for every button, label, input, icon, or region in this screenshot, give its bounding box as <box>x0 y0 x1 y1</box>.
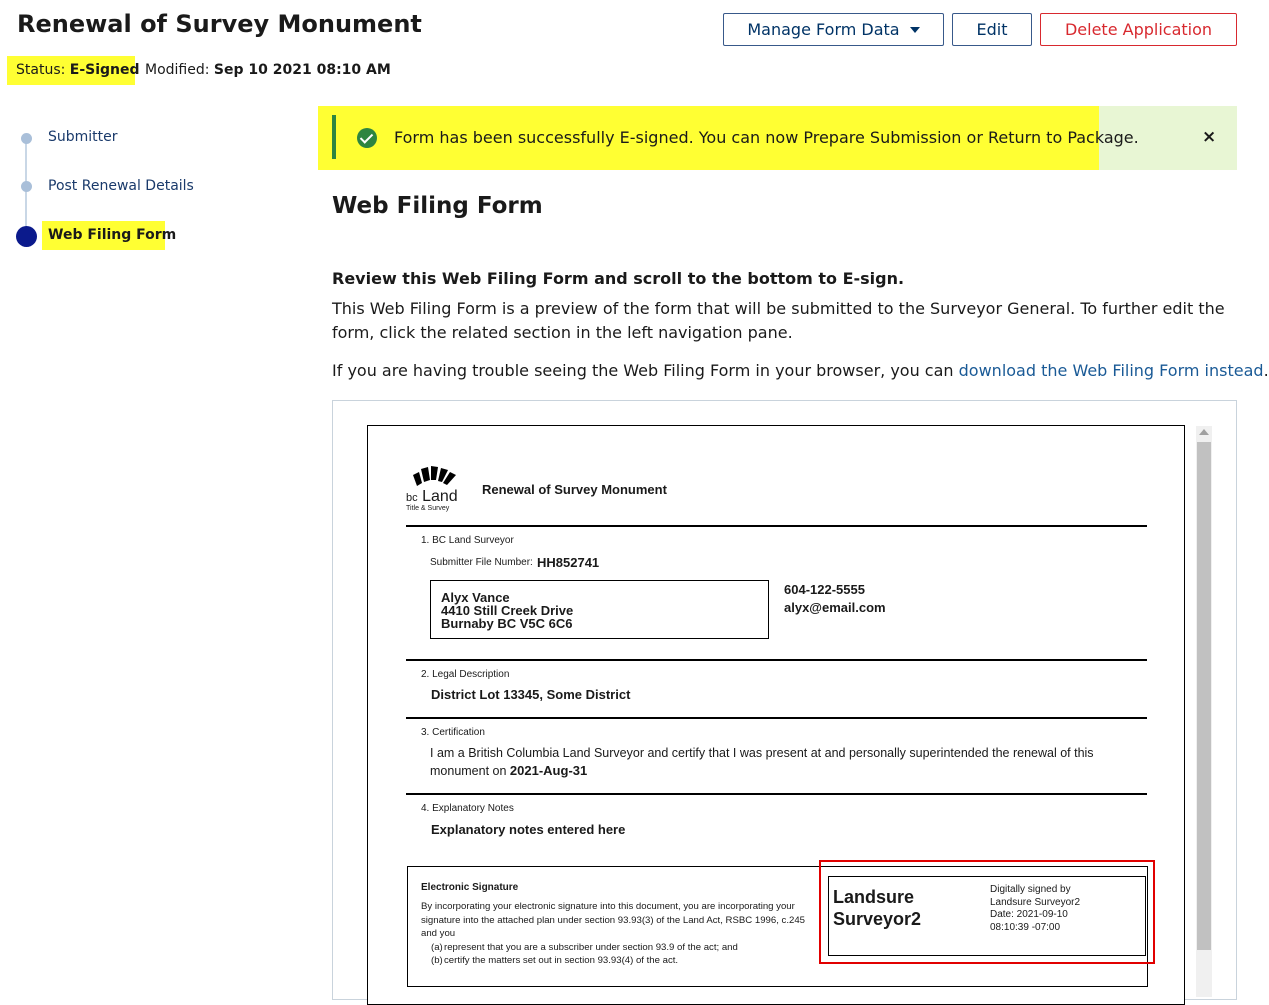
check-circle-icon <box>357 128 377 148</box>
step-dot-web-filing-form <box>16 226 37 247</box>
logo-wordmark <box>406 488 458 506</box>
chevron-down-icon <box>910 27 920 33</box>
file-number-value: HH852741 <box>537 555 600 570</box>
esig-item-b-marker: (b) <box>431 955 443 966</box>
section-2-label: 2. Legal Description <box>421 669 510 680</box>
signature-detail-line-4: 08:10:39 -07:00 <box>990 921 1061 933</box>
step-web-filing-form[interactable]: Web Filing Form <box>42 221 165 250</box>
legal-description-value: District Lot 13345, Some District <box>431 687 631 702</box>
section-title: Web Filing Form <box>332 193 543 219</box>
step-submitter[interactable]: Submitter <box>48 129 118 145</box>
manage-form-data-label: Manage Form Data <box>747 20 900 39</box>
section-3-label: 3. Certification <box>421 727 485 738</box>
certification-text <box>430 744 1110 780</box>
step-post-renewal-details[interactable]: Post Renewal Details <box>48 178 194 194</box>
explanatory-notes-value: Explanatory notes entered here <box>431 822 626 837</box>
esig-item-b <box>421 954 811 968</box>
esig-statement: By incorporating your electronic signature into this document, you are incorporating your signature into the attached plan under section 93.93(3) of the Land Act, RSBC 1996, c.245 and you <box>421 901 806 939</box>
certification-date: 2021-Aug-31 <box>509 763 588 778</box>
scrollbar-thumb[interactable] <box>1197 442 1211 950</box>
modified-label: Modified: <box>145 62 210 78</box>
section-divider <box>406 659 1147 661</box>
section-4-label: 4. Explanatory Notes <box>421 803 514 814</box>
signature-detail-line-3: Date: 2021-09-10 <box>990 909 1068 920</box>
surveyor-address-box <box>430 580 769 639</box>
esig-item-b-text: certify the matters set out in section 93.93(4) of the act. <box>444 955 679 966</box>
trouble-text <box>332 361 1269 380</box>
modified-info <box>145 62 391 78</box>
review-description: This Web Filing Form is a preview of the form that will be submitted to the Surveyor General. To further edit the form, click the related section in the left navigation pane. <box>332 299 1225 342</box>
page-title: Renewal of Survey Monument <box>17 10 422 38</box>
address-line-2: Burnaby BC V5C 6C6 <box>441 616 573 631</box>
step-dot-post-renewal-details <box>21 181 32 192</box>
alert-message: Form has been successfully E-signed. You can now Prepare Submission or Return to Package. <box>394 128 1139 147</box>
surveyor-email: alyx@email.com <box>784 600 886 615</box>
section-1-label: 1. BC Land Surveyor <box>421 535 514 546</box>
download-link[interactable]: download the Web Filing Form instead <box>958 361 1264 380</box>
alert-accent-bar <box>332 115 336 159</box>
electronic-signature-title: Electronic Signature <box>421 882 519 893</box>
trouble-suffix: . <box>1263 361 1269 380</box>
status-label: Status: <box>16 62 66 78</box>
surveyor-name: Alyx Vance <box>441 590 510 605</box>
section-divider <box>406 717 1147 719</box>
esig-item-a-marker: (a) <box>431 941 443 953</box>
esig-item-a <box>421 941 811 955</box>
signature-details <box>990 884 1080 934</box>
address-line-1: 4410 Still Creek Drive <box>441 603 574 618</box>
delete-application-button[interactable]: Delete Application <box>1040 13 1237 46</box>
signature-detail-line-2: Landsure Surveyor2 <box>990 896 1081 908</box>
status-badge <box>7 56 140 85</box>
scroll-up-icon[interactable] <box>1199 429 1209 435</box>
signature-detail-line-1: Digitally signed by <box>990 884 1071 895</box>
success-alert <box>318 106 1237 170</box>
document-title: Renewal of Survey Monument <box>482 482 667 497</box>
review-heading: Review this Web Filing Form and scroll to the bottom to E-sign. <box>332 269 905 288</box>
logo-land: Land <box>422 488 458 505</box>
manage-form-data-button[interactable] <box>723 13 944 46</box>
file-number-label: Submitter File Number: <box>430 557 533 568</box>
status-value: E-Signed <box>69 62 140 78</box>
logo-subtitle: Title & Survey <box>406 505 450 512</box>
signer-name: Landsure Surveyor2 <box>833 887 922 929</box>
close-icon[interactable]: × <box>1202 127 1217 147</box>
modified-value: Sep 10 2021 08:10 AM <box>213 62 391 78</box>
surveyor-phone: 604-122-5555 <box>784 582 865 597</box>
edit-button[interactable]: Edit <box>952 13 1032 46</box>
section-divider <box>406 793 1147 795</box>
surveyor-contact <box>784 581 886 617</box>
trouble-prefix: If you are having trouble seeing the Web Filing Form in your browser, you can <box>332 361 959 380</box>
preview-scrollbar[interactable] <box>1196 426 1212 997</box>
certification-statement: I am a British Columbia Land Surveyor and certify that I was present at and personally superintended the renewal of this monument on <box>430 746 1094 778</box>
electronic-signature-text <box>421 900 811 968</box>
step-dot-submitter <box>21 133 32 144</box>
esig-item-a-text: represent that you are a subscriber under section 93.9 of the act; and <box>444 941 738 953</box>
logo-bc: bc <box>406 492 418 504</box>
section-divider <box>406 525 1147 527</box>
